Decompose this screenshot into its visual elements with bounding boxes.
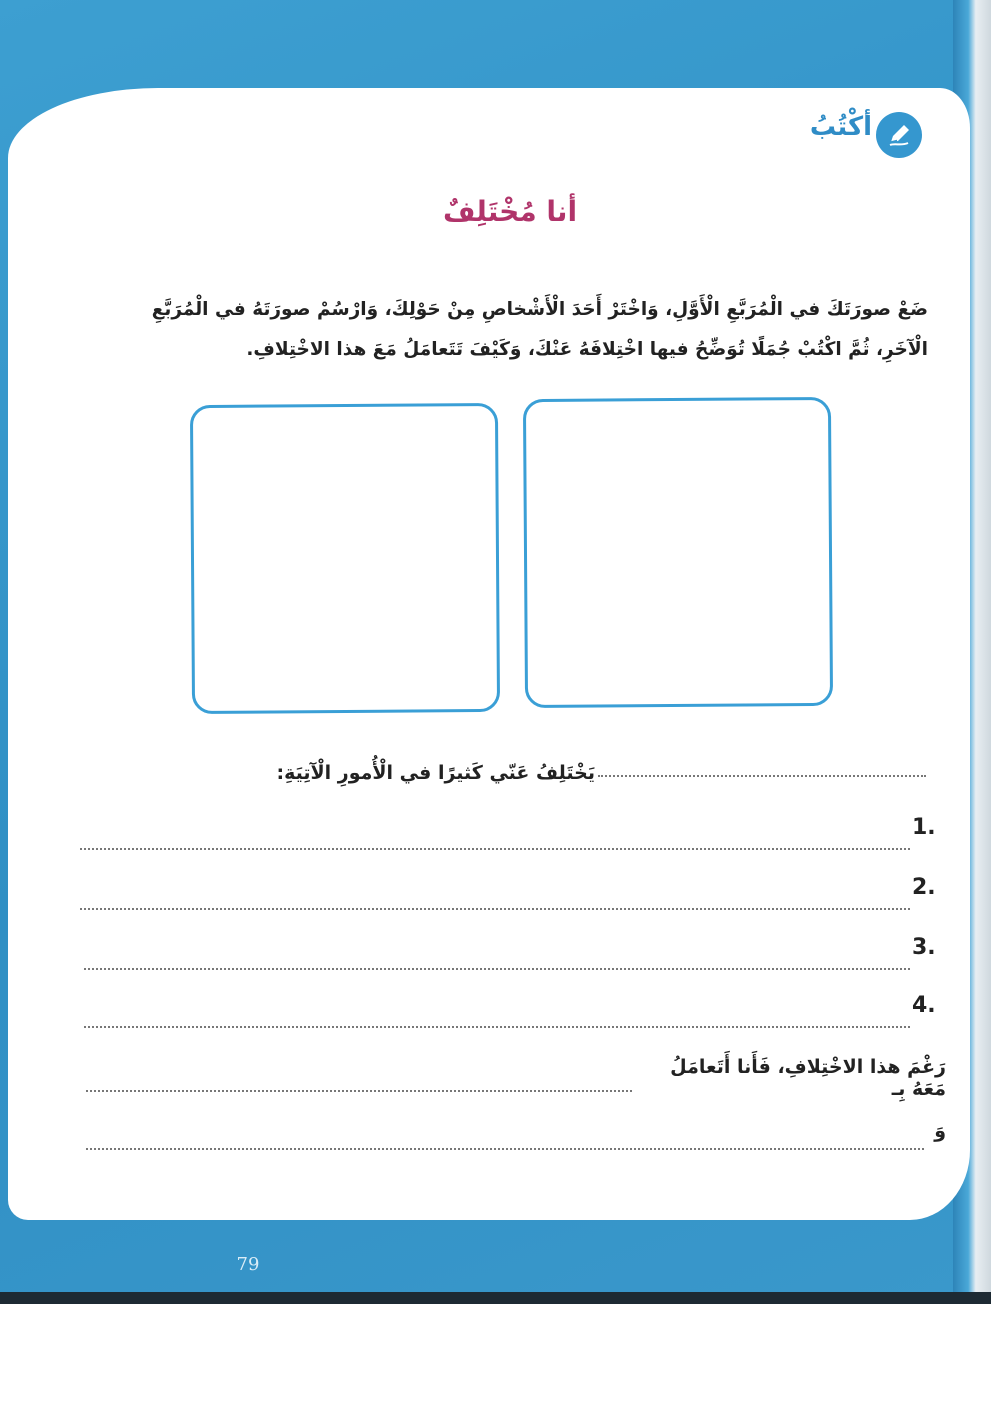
scan-edge <box>0 1292 991 1304</box>
item-number: 4. <box>912 993 936 1018</box>
instructions-text: ضَعْ صورَتَكَ في الْمُرَبَّعِ الْأَوَّلِ، وَاخْتَرْ أَحَدَ الْأَشْخاصِ مِنْ حَوْلِكَ، وَارْسُمْ صورَتَهُ في الْمُرَبَّعِ الْآخَرِ، ثُمَّ اكْتُبْ جُمَلًا تُوَضِّحُ فيها اخْتِلافَهُ عَنْكَ، وَكَيْفَ تَتَعامَلُ مَعَ هذا الاخْتِلافِ. <box>151 299 928 360</box>
page-number: 79 <box>236 1254 260 1275</box>
page-title: أنا مُخْتَلِفٌ <box>442 195 578 228</box>
item-number: 1. <box>912 815 936 840</box>
answer-line[interactable] <box>84 968 910 970</box>
scan-margin <box>0 1304 991 1401</box>
item-number: 2. <box>912 875 936 900</box>
section-label: أكْتُبُ <box>809 112 872 142</box>
name-line[interactable] <box>598 775 926 777</box>
drawing-box-other[interactable] <box>190 403 500 714</box>
answer-line[interactable] <box>84 1026 910 1028</box>
closing-line: رَغْمَ هذا الاخْتِلافِ، فَأَنا أَتَعامَلُ مَعَهُ بِـ <box>670 1056 946 1100</box>
item-number: 3. <box>912 935 936 960</box>
pencil-icon <box>876 112 922 158</box>
answer-line[interactable] <box>80 848 910 850</box>
prompt-line: يَخْتَلِفُ عَنّي كَثيرًا في الْأُمورِ الْآتِيَةِ: <box>276 762 595 784</box>
drawing-box-self[interactable] <box>523 397 833 708</box>
answer-line[interactable] <box>80 908 910 910</box>
second-closing-line[interactable] <box>86 1148 924 1150</box>
closing-answer-line[interactable] <box>86 1090 632 1092</box>
closing-conjunction: وَ <box>934 1120 946 1142</box>
